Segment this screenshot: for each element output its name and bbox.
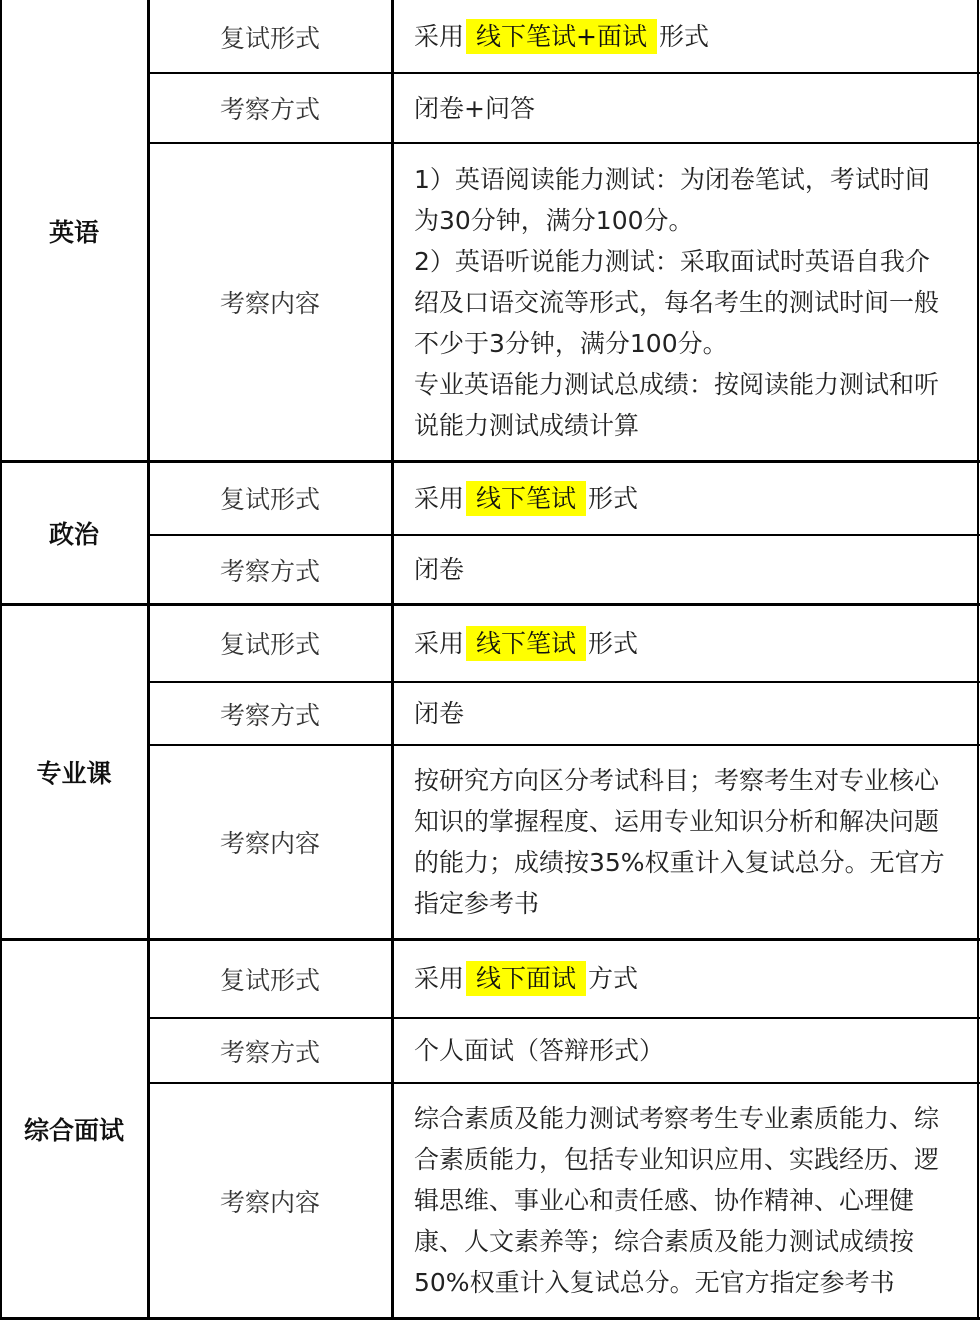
row-value-cell bbox=[392, 461, 980, 535]
row-value-cell bbox=[392, 535, 980, 604]
row-label: 复试形式 bbox=[219, 630, 320, 659]
table-rule bbox=[148, 534, 980, 536]
content-line: 按研究方向区分考试科目；考察考生对专业核心 bbox=[414, 766, 940, 795]
content-line: 为30分钟，满分100分。 bbox=[414, 205, 694, 235]
table-rule bbox=[148, 1017, 980, 1019]
subject-label: 政治 bbox=[48, 519, 99, 549]
row-value-cell bbox=[392, 745, 980, 939]
row-label-cell bbox=[148, 745, 392, 939]
row-value-cell bbox=[392, 682, 980, 745]
row-label: 考察方式 bbox=[219, 700, 320, 730]
row-value-text bbox=[414, 760, 945, 924]
content-line: 50%权重计入复试总分。无官方指定参考书 bbox=[414, 1268, 895, 1297]
content-line: 说能力测试成绩计算 bbox=[414, 410, 640, 440]
table-rule bbox=[148, 744, 980, 746]
table-rule bbox=[977, 0, 979, 1318]
row-value-text bbox=[414, 478, 638, 519]
value-text: 闭卷 bbox=[414, 699, 465, 728]
subject-cell bbox=[0, 461, 148, 604]
value-text: 闭卷 bbox=[414, 555, 465, 584]
row-label: 复试形式 bbox=[219, 23, 320, 53]
row-label-cell bbox=[148, 461, 392, 535]
row-label-cell bbox=[148, 1018, 392, 1083]
table-rule bbox=[391, 0, 394, 1318]
content-line: 1）英语阅读能力测试：为闭卷笔试，考试时间 bbox=[414, 164, 930, 194]
table-rule bbox=[0, 460, 980, 463]
value-prefix: 采用 bbox=[414, 628, 465, 658]
row-value-text bbox=[414, 1098, 939, 1303]
row-value-cell bbox=[392, 143, 980, 461]
subject-label: 专业课 bbox=[36, 758, 112, 788]
subject-label: 英语 bbox=[48, 217, 99, 247]
row-value-cell bbox=[392, 939, 980, 1018]
subject-cell bbox=[0, 0, 148, 461]
content-line: 辑思维、事业心和责任感、协作精神、心理健 bbox=[414, 1186, 915, 1215]
table-rule bbox=[0, 0, 2, 1318]
subject-cell bbox=[0, 604, 148, 939]
value-suffix: 形式 bbox=[658, 22, 709, 51]
content-line: 知识的掌握程度、运用专业知识分析和解决问题 bbox=[414, 807, 940, 836]
row-label: 考察方式 bbox=[219, 95, 320, 124]
row-value-text bbox=[414, 623, 638, 664]
value-text: 个人面试（答辩形式） bbox=[414, 1036, 665, 1065]
row-label: 考察方式 bbox=[219, 556, 320, 586]
row-value-text bbox=[414, 159, 939, 446]
subject-label: 综合面试 bbox=[23, 1115, 124, 1145]
content-line: 2）英语听说能力测试：采取面试时英语自我介 bbox=[414, 246, 930, 276]
row-value-text bbox=[414, 693, 464, 734]
table-rule bbox=[148, 72, 980, 74]
content-line: 绍及口语交流等形式，每名考生的测试时间一般 bbox=[414, 287, 940, 317]
value-prefix: 采用 bbox=[414, 483, 465, 513]
content-line: 的能力；成绩按35%权重计入复试总分。无官方 bbox=[414, 848, 945, 877]
row-label-cell bbox=[148, 939, 392, 1018]
row-value-cell bbox=[392, 604, 980, 682]
row-value-text bbox=[414, 549, 464, 590]
value-suffix: 形式 bbox=[588, 628, 639, 658]
row-label: 考察内容 bbox=[219, 1187, 320, 1217]
content-line: 不少于3分钟，满分100分。 bbox=[414, 328, 728, 358]
row-value-text bbox=[414, 1030, 664, 1071]
table-rule bbox=[148, 142, 980, 144]
row-label-cell bbox=[148, 0, 392, 73]
row-label-cell bbox=[148, 682, 392, 745]
table-rule bbox=[148, 681, 980, 683]
row-value-cell bbox=[392, 1083, 980, 1318]
highlighted-mode: 线下笔试 bbox=[466, 626, 586, 661]
content-line: 康、人文素养等；综合素质及能力测试成绩按 bbox=[414, 1227, 915, 1256]
content-line: 综合素质及能力测试考察考生专业素质能力、综 bbox=[414, 1104, 940, 1133]
row-label: 考察内容 bbox=[219, 289, 320, 318]
row-label-cell bbox=[148, 535, 392, 604]
subject-cell bbox=[0, 939, 148, 1318]
row-label-cell bbox=[148, 143, 392, 461]
table-rule bbox=[0, 938, 980, 941]
row-value-cell bbox=[392, 73, 980, 143]
row-label: 考察内容 bbox=[219, 829, 320, 858]
table-rule bbox=[0, 603, 980, 606]
content-line: 指定参考书 bbox=[414, 889, 540, 918]
row-value-text bbox=[414, 16, 709, 57]
row-label: 复试形式 bbox=[219, 965, 320, 995]
highlighted-mode: 线下笔试 bbox=[466, 481, 586, 516]
row-label-cell bbox=[148, 604, 392, 682]
row-label-cell bbox=[148, 1083, 392, 1318]
row-value-cell bbox=[392, 0, 980, 73]
row-value-cell bbox=[392, 1018, 980, 1083]
table-rule bbox=[148, 1082, 980, 1084]
row-value-text bbox=[414, 88, 535, 129]
table-rule bbox=[147, 0, 150, 1318]
content-line: 专业英语能力测试总成绩：按阅读能力测试和听 bbox=[414, 369, 940, 399]
highlighted-mode: 线下笔试+面试 bbox=[466, 19, 657, 54]
row-label: 复试形式 bbox=[219, 485, 320, 514]
highlighted-mode: 线下面试 bbox=[466, 961, 586, 996]
row-label: 考察方式 bbox=[219, 1037, 320, 1067]
value-text: 闭卷+问答 bbox=[414, 93, 535, 123]
value-prefix: 采用 bbox=[414, 22, 465, 51]
content-line: 合素质能力，包括专业知识应用、实践经历、逻 bbox=[414, 1145, 940, 1174]
value-suffix: 方式 bbox=[588, 964, 639, 993]
row-label-cell bbox=[148, 73, 392, 143]
row-value-text bbox=[414, 958, 638, 999]
value-suffix: 形式 bbox=[588, 483, 639, 513]
value-prefix: 采用 bbox=[414, 964, 465, 993]
